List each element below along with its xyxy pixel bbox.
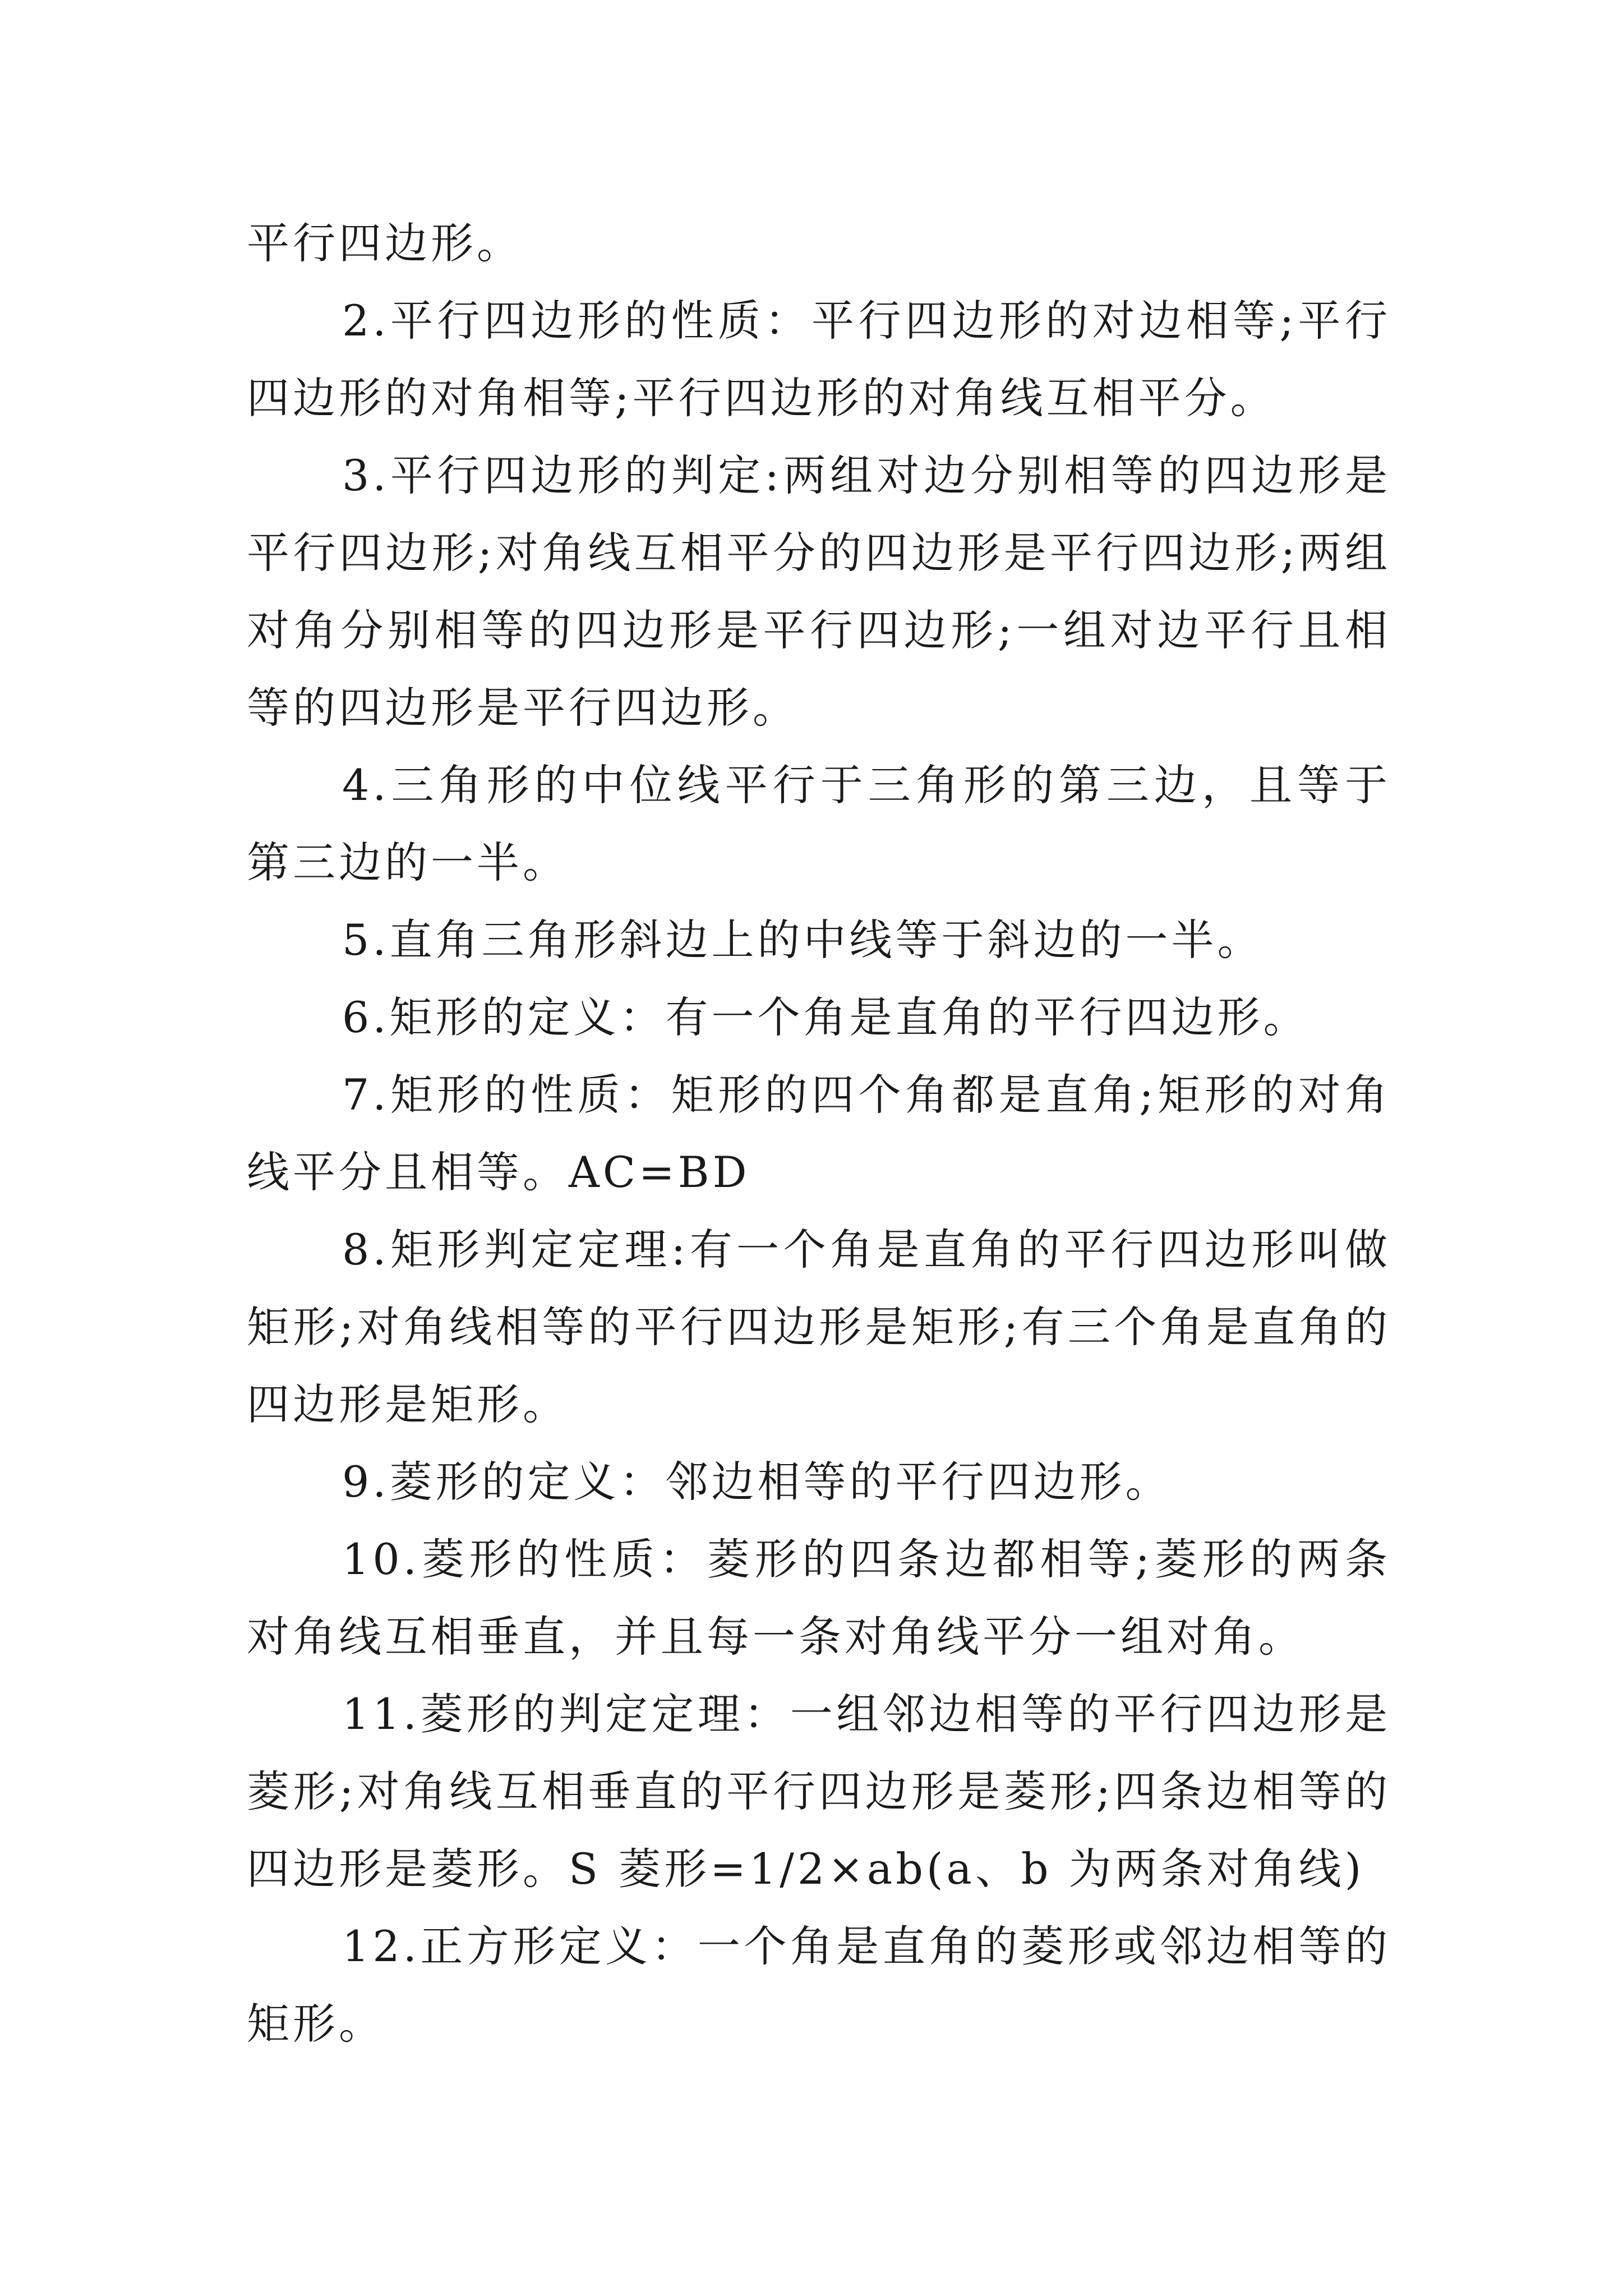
paragraph-6-rectangle-definition: 6.矩形的定义：有一个角是直角的平行四边形。 (342, 992, 1310, 1042)
paragraph-continuation: 平行四边形。 (247, 218, 523, 268)
paragraph-10-rhombus-properties: 10.菱形的性质：菱形的四条边都相等;菱形的两条对角线互相垂直，并且每一条对角线平分一组对角。 (247, 1534, 1391, 1662)
paragraph-4-midline-theorem: 4.三角形的中位线平行于三角形的第三边，且等于第三边的一半。 (247, 760, 1391, 887)
paragraph-9-rhombus-definition: 9.菱形的定义：邻边相等的平行四边形。 (342, 1457, 1172, 1507)
document-body (247, 205, 1391, 2063)
paragraph-5-right-triangle-median: 5.直角三角形斜边上的中线等于斜边的一半。 (342, 915, 1264, 965)
paragraph-7-rectangle-properties: 7.矩形的性质：矩形的四个角都是直角;矩形的对角线平分且相等。AC=BD (247, 1070, 1391, 1197)
paragraph-12-square-definition: 12.正方形定义：一个角是直角的菱形或邻边相等的矩形。 (247, 1921, 1391, 2049)
paragraph-11-rhombus-criteria: 11.菱形的判定定理：一组邻边相等的平行四边形是菱形;对角线互相垂直的平行四边形是菱形;四条边相等的四边形是菱形。S 菱形=1/2×ab(a、b 为两条对角线) (247, 1689, 1391, 1894)
paragraph-8-rectangle-criteria: 8.矩形判定定理:有一个角是直角的平行四边形叫做矩形;对角线相等的平行四边形是矩形;有三个角是直角的四边形是矩形。 (247, 1225, 1391, 1429)
paragraph-2-parallelogram-properties: 2.平行四边形的性质：平行四边形的对边相等;平行四边形的对角相等;平行四边形的对角线互相平分。 (247, 296, 1391, 423)
paragraph-3-parallelogram-criteria: 3.平行四边形的判定:两组对边分别相等的四边形是平行四边形;对角线互相平分的四边形是平行四边形;两组对角分别相等的四边形是平行四边形;一组对边平行且相等的四边形是平行四边形。 (247, 450, 1391, 733)
